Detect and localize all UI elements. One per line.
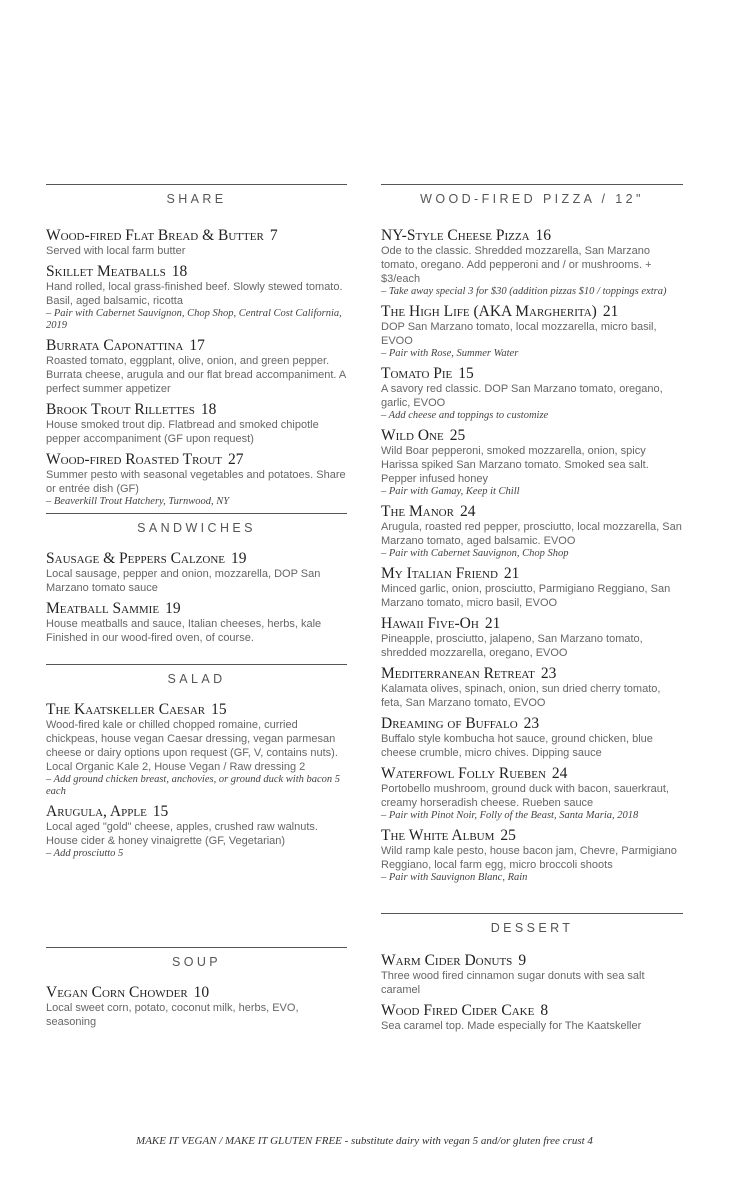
item-heading	[381, 303, 683, 320]
item-heading	[46, 803, 347, 820]
item-price: 9	[518, 952, 527, 969]
item-name: Brook Trout Rillettes	[46, 401, 195, 418]
item-price: 27	[228, 451, 244, 468]
menu-item-arugula-apple	[46, 803, 347, 860]
item-description: Summer pesto with seasonal vegetables and potatoes. Share or entrée dish (GF)	[46, 469, 346, 495]
menu-item-warm-cider-donuts	[381, 952, 683, 997]
section-sandwiches	[46, 513, 347, 535]
item-note: – Take away special 3 for $30 (addition pizzas $10 / toppings extra)	[381, 286, 667, 297]
item-heading	[381, 615, 683, 632]
section-divider	[46, 513, 347, 514]
item-price: 25	[449, 427, 466, 444]
item-description: Local aged "gold" cheese, apples, crushed raw walnuts. House cider & honey vinaigrette (GF, Vegetarian)	[46, 821, 318, 847]
item-description: Buffalo style kombucha hot sauce, ground chicken, blue cheese crumble, micro chives. Dipping sauce	[381, 733, 653, 759]
item-name: Dreaming of Buffalo	[381, 715, 518, 732]
menu-item-skillet-meatballs	[46, 263, 347, 332]
section-title-share: SHARE	[166, 192, 227, 206]
item-note: – Beaverkill Trout Hatchery, Turnwood, NY	[46, 496, 230, 507]
item-price: 23	[540, 665, 557, 682]
item-price: 10	[193, 984, 210, 1001]
item-description: Local sausage, pepper and onion, mozzarella, DOP San Marzano tomato sauce	[46, 568, 321, 594]
item-name: My Italian Friend	[381, 565, 498, 582]
item-heading	[381, 1002, 683, 1019]
item-description: Minced garlic, onion, prosciutto, Parmigiano Reggiano, San Marzano tomato, micro basil, EVOO	[381, 583, 671, 609]
section-title-salad: SALAD	[167, 672, 226, 686]
menu-item-the-manor	[381, 503, 683, 560]
item-heading	[381, 665, 683, 682]
item-description: Wild Boar pepperoni, smoked mozzarella, onion, spicy Harissa spiked San Marzano tomato. Smoked sea salt. Pepper infused honey	[381, 445, 649, 485]
item-heading	[381, 715, 683, 732]
item-description: Wood-fired kale or chilled chopped romaine, curried chickpeas, house vegan Caesar dressing, vegan parmesan cheese or dairy options upon request (GF, V, contains nuts). Local Organic Kale 2, House Vegan / Raw dressing 2	[46, 719, 338, 773]
menu-items-share	[46, 227, 347, 513]
menu-item-meatball-sammie	[46, 600, 347, 645]
item-price: 18	[200, 401, 217, 418]
item-description: Three wood fired cinnamon sugar donuts with sea salt caramel	[381, 970, 645, 996]
item-name: The Manor	[381, 503, 454, 520]
item-price: 18	[171, 263, 188, 280]
item-price: 17	[189, 337, 205, 354]
item-name: Mediterranean Retreat	[381, 665, 535, 682]
item-price: 24	[551, 765, 568, 782]
menu-items-dessert	[381, 952, 683, 1038]
menu-item-brook-trout-rillettes	[46, 401, 347, 446]
menu-item-my-italian-friend	[381, 565, 683, 610]
item-price: 19	[165, 600, 181, 617]
item-price: 19	[231, 550, 247, 567]
item-heading	[381, 765, 683, 782]
item-name: Burrata Caponattina	[46, 337, 184, 354]
section-pizza	[381, 184, 683, 206]
item-heading	[46, 337, 347, 354]
section-salad	[46, 664, 347, 686]
item-name: Wood-fired Flat Bread & Butter	[46, 227, 264, 244]
item-description: Served with local farm butter	[46, 245, 186, 257]
item-name: NY-Style Cheese Pizza	[381, 227, 530, 244]
section-title-sandwiches: SANDWICHES	[137, 521, 256, 535]
item-note: – Pair with Cabernet Sauvignon, Chop Shop	[381, 548, 569, 559]
item-heading	[381, 827, 683, 844]
menu-item-ny-style-cheese-pizza	[381, 227, 683, 298]
section-divider	[381, 184, 683, 185]
item-description: Roasted tomato, eggplant, olive, onion, and green pepper. Burrata cheese, arugula and our flat bread accompaniment. A perfect summer appetizer	[46, 355, 346, 395]
item-price: 16	[535, 227, 552, 244]
item-heading	[46, 550, 347, 567]
item-name: Wood Fired Cider Cake	[381, 1002, 535, 1019]
item-description: Portobello mushroom, ground duck with bacon, sauerkraut, creamy horseradish cheese. Rueben sauce	[381, 783, 669, 809]
item-name: The White Album	[381, 827, 495, 844]
item-name: Skillet Meatballs	[46, 263, 166, 280]
menu-item-hawaii-five-oh	[381, 615, 683, 660]
item-description: Kalamata olives, spinach, onion, sun dried cherry tomato, feta, San Marzano tomato, EVOO	[381, 683, 661, 709]
menu-item-wood-fired-roasted-trout	[46, 451, 347, 508]
section-dessert	[381, 913, 683, 935]
menu-item-dreaming-of-buffalo	[381, 715, 683, 760]
item-heading	[46, 984, 347, 1001]
item-heading	[381, 365, 683, 382]
item-price: 23	[523, 715, 540, 732]
item-name: Warm Cider Donuts	[381, 952, 513, 969]
section-divider	[381, 913, 683, 914]
item-heading	[381, 427, 683, 444]
menu-item-waterfowl-folly-rueben	[381, 765, 683, 822]
item-price: 8	[540, 1002, 549, 1019]
item-heading	[46, 401, 347, 418]
item-description: Ode to the classic. Shredded mozzarella, San Marzano tomato, oregano. Add pepperoni and / or mushrooms. + $3/each	[381, 245, 652, 285]
footer-note: MAKE IT VEGAN / MAKE IT GLUTEN FREE - substitute dairy with vegan 5 and/or gluten free crust 4	[136, 1135, 593, 1147]
item-price: 15	[211, 701, 227, 718]
menu-item-the-kaatskeller-caesar	[46, 701, 347, 798]
item-price: 7	[269, 227, 278, 244]
item-description: Hand rolled, local grass-finished beef. Slowly stewed tomato. Basil, aged balsamic, ricotta	[46, 281, 343, 307]
item-heading	[381, 952, 683, 969]
section-title-dessert: DESSERT	[490, 921, 574, 935]
item-note: – Pair with Pinot Noir, Folly of the Beast, Santa Maria, 2018	[381, 810, 639, 821]
item-description: Local sweet corn, potato, coconut milk, herbs, EVO, seasoning	[46, 1002, 299, 1028]
menu-item-sausage-peppers-calzone	[46, 550, 347, 595]
menu-item-mediterranean-retreat	[381, 665, 683, 710]
menu-items-pizza	[381, 227, 683, 889]
item-description: DOP San Marzano tomato, local mozzarella, micro basil, EVOO	[381, 321, 657, 347]
item-price: 21	[602, 303, 619, 320]
item-description: Sea caramel top. Made especially for The Kaatskeller	[381, 1020, 642, 1032]
section-share	[46, 184, 347, 206]
menu-item-the-high-life-aka-margherita	[381, 303, 683, 360]
menu-items-sandwiches	[46, 550, 347, 650]
menu-items-salad	[46, 701, 347, 865]
item-note: – Pair with Cabernet Sauvignon, Chop Shop, Central Cost California, 2019	[46, 308, 342, 331]
item-note: – Pair with Sauvignon Blanc, Rain	[381, 872, 528, 883]
section-soup	[46, 947, 347, 969]
item-heading	[46, 600, 347, 617]
item-heading	[381, 503, 683, 520]
item-note: – Add ground chicken breast, anchovies, or ground duck with bacon 5 each	[46, 774, 341, 797]
menu-item-the-white-album	[381, 827, 683, 884]
item-description: A savory red classic. DOP San Marzano tomato, oregano, garlic, EVOO	[381, 383, 663, 409]
item-heading	[381, 565, 683, 582]
item-name: Vegan Corn Chowder	[46, 984, 188, 1001]
item-note: – Add prosciutto 5	[46, 848, 124, 859]
item-heading	[46, 263, 347, 280]
item-price: 15	[458, 365, 474, 382]
item-name: Sausage & Peppers Calzone	[46, 550, 225, 567]
item-price: 24	[459, 503, 476, 520]
item-description: Arugula, roasted red pepper, prosciutto, local mozzarella, San Marzano tomato, aged balsamic. EVOO	[381, 521, 682, 547]
item-note: – Pair with Rose, Summer Water	[381, 348, 519, 359]
item-price: 21	[484, 615, 501, 632]
section-divider	[46, 664, 347, 665]
item-name: Wood-fired Roasted Trout	[46, 451, 223, 468]
section-divider	[46, 947, 347, 948]
item-description: Pineapple, prosciutto, jalapeno, San Marzano tomato, shredded mozzarella, oregano, EVOO	[381, 633, 643, 659]
item-name: Arugula, Apple	[46, 803, 147, 820]
item-heading	[46, 227, 347, 244]
item-name: The Kaatskeller Caesar	[46, 701, 206, 718]
menu-item-wood-fired-cider-cake	[381, 1002, 683, 1033]
item-name: Meatball Sammie	[46, 600, 160, 617]
menu-item-vegan-corn-chowder	[46, 984, 347, 1029]
item-name: Hawaii Five-Oh	[381, 615, 479, 632]
item-note: – Pair with Gamay, Keep it Chill	[381, 486, 520, 497]
section-title-pizza: WOOD-FIRED PIZZA / 12"	[420, 192, 644, 206]
item-name: Wild One	[381, 427, 444, 444]
menu-item-wood-fired-flat-bread-butter	[46, 227, 347, 258]
menu-items-soup	[46, 984, 347, 1034]
item-name: The High Life (AKA Margherita)	[381, 303, 597, 320]
item-name: Waterfowl Folly Rueben	[381, 765, 546, 782]
item-price: 15	[152, 803, 169, 820]
menu-item-burrata-caponattina	[46, 337, 347, 396]
section-title-soup: SOUP	[171, 955, 222, 969]
item-price: 25	[500, 827, 516, 844]
menu-item-wild-one	[381, 427, 683, 498]
item-description: House meatballs and sauce, Italian cheeses, herbs, kale Finished in our wood-fired oven, of course.	[46, 618, 322, 644]
item-name: Tomato Pie	[381, 365, 453, 382]
item-description: House smoked trout dip. Flatbread and smoked chipotle pepper accompaniment (GF upon request)	[46, 419, 319, 445]
item-note: – Add cheese and toppings to customize	[381, 410, 549, 421]
item-heading	[381, 227, 683, 244]
item-description: Wild ramp kale pesto, house bacon jam, Chevre, Parmigiano Reggiano, local farm egg, micro broccoli shoots	[381, 845, 677, 871]
section-divider	[46, 184, 347, 185]
item-heading	[46, 451, 347, 468]
menu-item-tomato-pie	[381, 365, 683, 422]
item-heading	[46, 701, 347, 718]
item-price: 21	[503, 565, 520, 582]
